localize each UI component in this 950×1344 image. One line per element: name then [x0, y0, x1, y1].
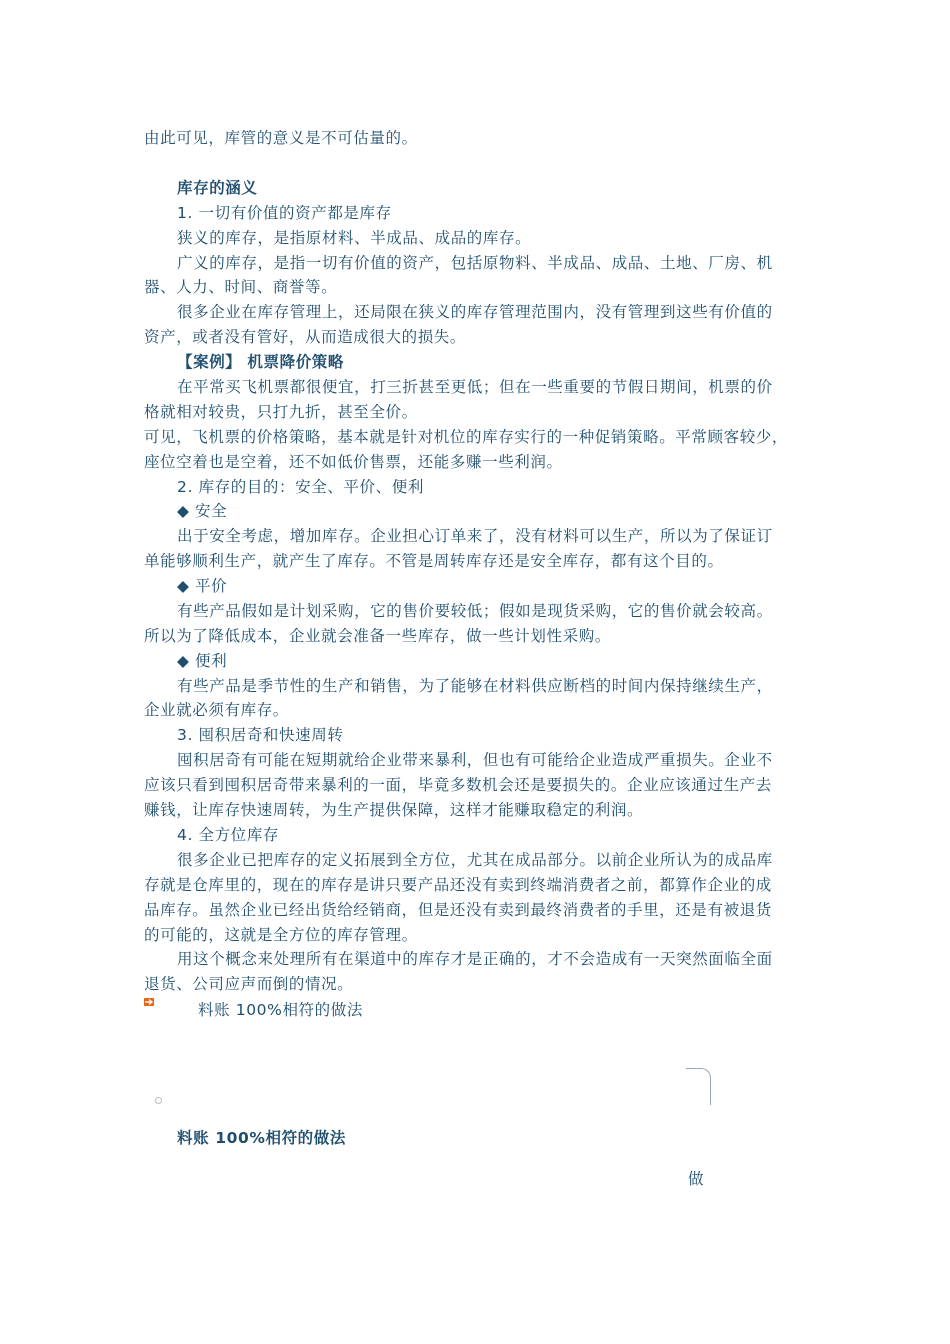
- text-line: 很多企业在库存管理上，还局限在狭义的库存管理范围内，没有管理到这些有价值的: [177, 303, 773, 321]
- text-line: 有些产品是季节性的生产和销售，为了能够在材料供应断档的时间内保持继续生产，: [177, 677, 773, 695]
- text-line: 囤积居奇有可能在短期就给企业带来暴利，但也有可能给企业造成严重损失。企业不: [177, 751, 773, 769]
- text-line: 很多企业已把库存的定义拓展到全方位，尤其在成品部分。以前企业所认为的成品库: [177, 851, 773, 869]
- bullet-heading: ◆ 平价: [177, 577, 228, 595]
- bullet-heading: ◆ 安全: [177, 502, 228, 520]
- text-line: 用这个概念来处理所有在渠道中的库存才是正确的，才不会造成有一天突然面临全面: [177, 950, 773, 968]
- text-line: 可见，飞机票的价格策略，基本就是针对机位的库存实行的一种促销策略。平常顾客较少，: [144, 428, 789, 446]
- numbered-heading: 3. 囤积居奇和快速周转: [177, 726, 344, 744]
- bullet-dot: [155, 1097, 162, 1104]
- link-text[interactable]: 料账 100%相符的做法: [198, 1001, 363, 1019]
- text-line: 的可能的，这就是全方位的库存管理。: [144, 926, 418, 944]
- numbered-heading: 1. 一切有价值的资产都是库存: [177, 204, 392, 222]
- text-line: 格就相对较贵，只打九折，甚至全价。: [144, 403, 418, 421]
- text-line: 存就是仓库里的，现在的库存是讲只要产品还没有卖到终端消费者之前，都算作企业的成: [144, 876, 772, 894]
- text-line: 资产，或者没有管好，从而造成很大的损失。: [144, 328, 467, 346]
- case-heading: 【案例】 机票降价策略: [177, 353, 344, 371]
- text-line: 退货、公司应声而倒的情况。: [144, 975, 354, 993]
- text-line: 所以为了降低成本，企业就会准备一些库存，做一些计划性采购。: [144, 627, 611, 645]
- text-line: 应该只看到囤积居奇带来暴利的一面，毕竟多数机会还是要损失的。企业应该通过生产去: [144, 776, 772, 794]
- corner-decoration: [686, 1068, 711, 1105]
- text-line: 器、人力、时间、商誉等。: [144, 278, 338, 296]
- arrow-right-icon[interactable]: [144, 998, 154, 1006]
- text-line: 狭义的库存，是指原材料、半成品、成品的库存。: [177, 229, 532, 247]
- text-line: 出于安全考虑，增加库存。企业担心订单来了，没有材料可以生产，所以为了保证订: [177, 527, 773, 545]
- text-line: 品库存。虽然企业已经出货给经销商，但是还没有卖到最终消费者的手里，还是有被退货: [144, 901, 772, 919]
- bullet-heading: ◆ 便利: [177, 652, 228, 670]
- text-line: 广义的库存，是指一切有价值的资产，包括原物料、半成品、成品、土地、厂房、机: [177, 254, 773, 272]
- text-line: 单能够顺利生产，就产生了库存。不管是周转库存还是安全库存，都有这个目的。: [144, 552, 724, 570]
- text-line: 座位空着也是空着，还不如低价售票，还能多赚一些利润。: [144, 453, 563, 471]
- text-line: 赚钱，让库存快速周转，为生产提供保障，这样才能赚取稳定的利润。: [144, 801, 644, 819]
- text-line: 做: [688, 1170, 705, 1188]
- text-line: 在平常买飞机票都很便宜，打三折甚至更低；但在一些重要的节假日期间，机票的价: [177, 378, 773, 396]
- text-line: 有些产品假如是计划采购，它的售价要较低；假如是现货采购，它的售价就会较高。: [177, 602, 773, 620]
- text-line: 企业就必须有库存。: [144, 701, 289, 719]
- section-heading: 料账 100%相符的做法: [177, 1129, 346, 1147]
- text-line: 由此可见，库管的意义是不可估量的。: [144, 129, 418, 147]
- section-heading: 库存的涵义: [177, 179, 258, 197]
- numbered-heading: 2. 库存的目的：安全、平价、便利: [177, 478, 424, 496]
- numbered-heading: 4. 全方位库存: [177, 826, 280, 844]
